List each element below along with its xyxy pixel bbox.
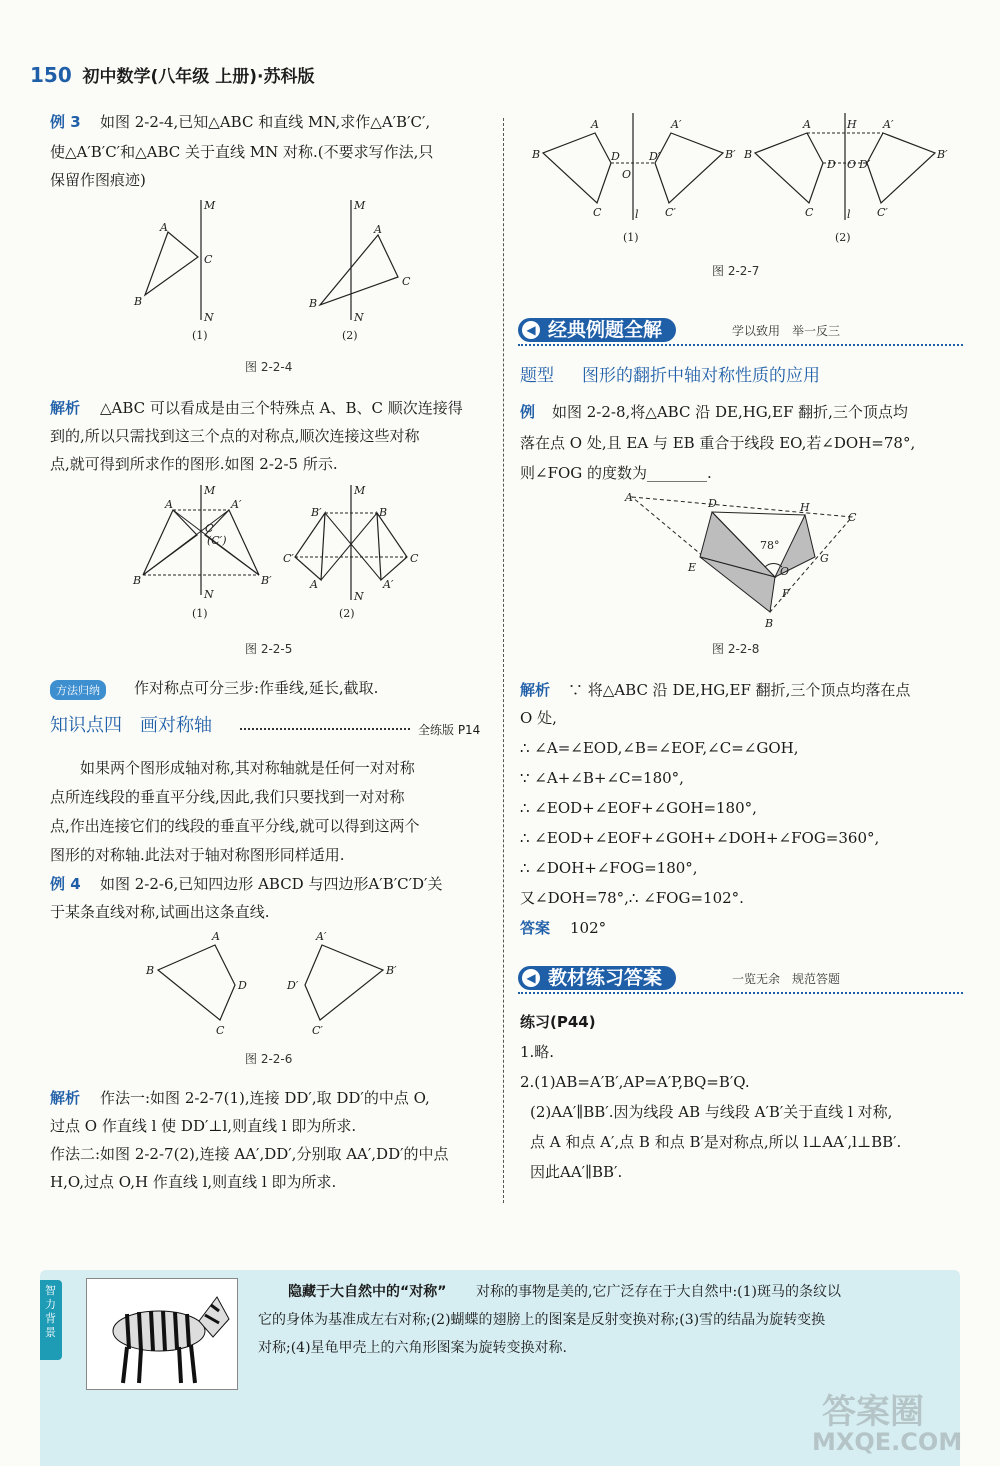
fig-label: D′ — [859, 158, 871, 171]
topic-label: 题型 — [520, 366, 554, 386]
banner-subtitle: 学以致用 举一反三 — [732, 324, 841, 338]
banner-title: 教材练习答案 — [548, 967, 663, 989]
fig-label: A′ — [883, 118, 894, 131]
solution-line: ∴ ∠DOH+∠FOG=180°, — [520, 859, 698, 877]
fig-label: B′ — [937, 148, 948, 161]
fig-label: D — [238, 979, 247, 992]
practice-line: 1.略. — [520, 1043, 555, 1061]
solution-line: △ABC 可以看成是由三个特殊点 A、B、C 顺次连接得 — [100, 399, 463, 417]
fig-label: A — [591, 118, 599, 131]
fig-label: B — [744, 148, 753, 161]
topic-title: 图形的翻折中轴对称性质的应用 — [582, 366, 820, 386]
fig-label: O — [780, 565, 790, 578]
example-3-line: 保留作图痕迹) — [50, 171, 146, 189]
fig-label: O — [847, 158, 857, 171]
watermark-logo: 答案圈 — [822, 1392, 924, 1432]
figure-2-2-8 — [620, 487, 865, 637]
footer-title: 隐藏于大自然中的“对称” — [288, 1284, 447, 1300]
figure-caption: 图 2-2-8 — [712, 642, 760, 656]
page-header — [30, 62, 314, 87]
megaphone-icon: ◀ — [522, 969, 540, 987]
fig-label: A — [803, 118, 811, 131]
figure-caption: 图 2-2-6 — [245, 1052, 293, 1066]
fig-label: G — [820, 552, 829, 565]
fig-label: B — [765, 617, 774, 630]
banner-subtitle: 一览无余 规范答题 — [732, 972, 841, 986]
answer-label: 答案 — [520, 919, 551, 937]
fig-label: (1) — [192, 329, 208, 342]
solution-line: ∴ ∠EOD+∠EOF+∠GOH=180°, — [520, 799, 757, 817]
solution-line: O 处, — [520, 709, 557, 727]
figure-2-2-5 — [125, 480, 425, 625]
fig-label: D — [827, 158, 836, 171]
fig-label: C′ — [877, 206, 888, 219]
fig-label: C — [402, 275, 411, 288]
figure-caption: 图 2-2-5 — [245, 642, 293, 656]
fig-label: C′ — [283, 552, 294, 565]
practice-line: 因此AA′∥BB′. — [530, 1163, 623, 1181]
fig-label: B — [532, 148, 541, 161]
banner-title-pill — [518, 318, 676, 342]
fig-label: F — [782, 587, 790, 600]
fig-label: B — [134, 295, 143, 308]
banner-textbook-answers — [518, 966, 963, 994]
footer-side-tab-label: 智力背景 — [45, 1284, 56, 1339]
practice-line: (2)AA′∥BB′.因为线段 AB 与线段 A′B′关于直线 l 对称, — [530, 1103, 893, 1121]
fig-label: M — [204, 199, 216, 212]
practice-line: 2.(1)AB=A′B′,AP=A′P,BQ=B′Q. — [520, 1073, 750, 1091]
example-4-label: 例 4 — [50, 875, 81, 893]
solution-line: 到的,所以只需找到这三个点的对称点,顺次连接这些对称 — [50, 427, 420, 445]
fig-label: C — [593, 206, 602, 219]
book-title: 初中数学(八年级 上册)·苏科版 — [82, 67, 315, 87]
footer-line: 对称的事物是美的,它广泛存在于大自然中:(1)斑马的条纹以 — [476, 1284, 841, 1300]
fig-label: A — [165, 498, 173, 511]
solution-line: ∴ ∠EOD+∠EOF+∠GOH+∠DOH+∠FOG=360°, — [520, 829, 880, 847]
section-title: 知识点四 画对称轴 — [50, 715, 212, 736]
solution-line: 过点 O 作直线 l 使 DD′⊥l,则直线 l 即为所求. — [50, 1117, 357, 1135]
fig-label: D′ — [649, 150, 661, 163]
solution-line: 作法一:如图 2-2-7(1),连接 DD′,取 DD′的中点 O, — [100, 1089, 430, 1107]
solution-line: ∴ ∠A=∠EOD,∠B=∠EOF,∠C=∠GOH, — [520, 739, 799, 757]
leader-dots — [240, 728, 410, 730]
example-line: 落在点 O 处,且 EA 与 EB 重合于线段 EO,若∠DOH=78°, — [520, 434, 916, 452]
zebra-image — [86, 1278, 238, 1390]
solution-label: 解析 — [50, 399, 81, 417]
banner-title-pill — [518, 966, 676, 990]
fig-label: (2) — [342, 329, 358, 342]
fig-label: A′ — [316, 930, 327, 943]
fig-label: D — [611, 150, 620, 163]
fig-label: H — [847, 118, 857, 131]
fig-label: (2) — [339, 607, 355, 620]
fig-label: A′ — [671, 118, 682, 131]
solution-label: 解析 — [520, 681, 551, 699]
fig-label: A — [212, 930, 220, 943]
footer-line: 它的身体为基准成左右对称;(2)蝴蝶的翅膀上的图案是反射变换对称;(3)雪的结晶为旋转变换 — [258, 1312, 826, 1328]
example-3-line: 如图 2-2-4,已知△ABC 和直线 MN,求作△A′B′C′, — [100, 113, 431, 131]
zebra-icon — [87, 1279, 237, 1389]
fig-label: (2) — [835, 231, 851, 244]
paragraph-line: 如果两个图形成轴对称,其对称轴就是任何一对对称 — [80, 759, 415, 777]
paragraph-line: 点,作出连接它们的线段的垂直平分线,就可以得到这两个 — [50, 817, 420, 835]
solution-line: ∵ 将△ABC 沿 DE,HG,EF 翻折,三个顶点均落在点 — [568, 681, 911, 699]
fig-label: l — [635, 208, 639, 221]
fig-label: A — [310, 578, 318, 591]
fig-label: M — [204, 484, 216, 497]
fig-label: A′ — [231, 498, 242, 511]
fig-label: C — [204, 253, 213, 266]
fig-label: (C′) — [207, 534, 227, 547]
solution-line: 作法二:如图 2-2-7(2),连接 AA′,DD′,分别取 AA′,DD′的中点 — [50, 1145, 449, 1163]
figure-caption: 图 2-2-7 — [712, 264, 760, 278]
fig-label: C — [205, 522, 214, 535]
fig-label: B — [146, 964, 155, 977]
fig-label: M — [354, 484, 366, 497]
answer-value: 102° — [570, 919, 607, 937]
fig-label: B′ — [386, 964, 397, 977]
fig-label: H — [800, 501, 810, 514]
solution-line: H,O,过点 O,H 作直线 l,则直线 l 即为所求. — [50, 1173, 337, 1191]
example-4-line: 于某条直线对称,试画出这条直线. — [50, 903, 270, 921]
column-divider — [503, 118, 504, 1203]
section-ref: 全练版 P14 — [418, 723, 481, 737]
banner-title: 经典例题全解 — [548, 319, 663, 341]
fig-label: B — [133, 574, 142, 587]
practice-title: 练习(P44) — [520, 1013, 596, 1031]
solution-line: 点,就可得到所求作的图形.如图 2-2-5 所示. — [50, 455, 338, 473]
fig-label: (1) — [192, 607, 208, 620]
paragraph-line: 图形的对称轴.此法对于轴对称图形同样适用. — [50, 846, 345, 864]
solution-line: ∵ ∠A+∠B+∠C=180°, — [520, 769, 684, 787]
fig-label: B′ — [725, 148, 736, 161]
fig-label: D′ — [287, 979, 299, 992]
fig-label: O — [622, 168, 632, 181]
fig-label: C — [410, 552, 419, 565]
banner-classic-examples — [518, 318, 963, 346]
fig-label: E — [688, 561, 697, 574]
footer-line: 对称;(4)星龟甲壳上的六角形图案为旋转变换对称. — [258, 1340, 567, 1356]
fig-label: A — [160, 221, 168, 234]
figure-caption: 图 2-2-4 — [245, 360, 293, 374]
fig-label: B — [309, 297, 318, 310]
fig-label: D — [708, 497, 717, 510]
fig-label: B — [379, 506, 388, 519]
paragraph-line: 点所连线段的垂直平分线,因此,我们只要找到一对对称 — [50, 788, 405, 806]
fig-label: l — [847, 208, 851, 221]
example-3-line: 使△A′B′C′和△ABC 关于直线 MN 对称.(不要求写作法,只 — [50, 143, 434, 161]
fig-label: C′ — [312, 1024, 323, 1037]
solution-line: 又∠DOH=78°,∴ ∠FOG=102°. — [520, 889, 744, 907]
fig-label: C — [848, 511, 857, 524]
fig-label: A — [625, 491, 633, 504]
fig-label: B′ — [311, 506, 322, 519]
fig-label: N — [354, 311, 364, 324]
fig-label: 78° — [760, 539, 780, 552]
fig-label: (1) — [623, 231, 639, 244]
fig-label: A′ — [383, 578, 394, 591]
fig-label: B′ — [261, 574, 272, 587]
figure-2-2-4 — [120, 195, 440, 350]
fig-label: N — [204, 588, 214, 601]
page-number: 150 — [30, 63, 72, 87]
practice-line: 点 A 和点 A′,点 B 和点 B′是对称点,所以 l⊥AA′,l⊥BB′. — [530, 1133, 902, 1151]
fig-label: A — [374, 223, 382, 236]
example-line: 则∠FOG 的度数为________. — [520, 464, 712, 482]
method-badge: 方法归纳 — [50, 680, 106, 700]
example-4-line: 如图 2-2-6,已知四边形 ABCD 与四边形A′B′C′D′关 — [100, 875, 443, 893]
example-label: 例 — [520, 403, 536, 421]
solution-label: 解析 — [50, 1089, 81, 1107]
example-3-label: 例 3 — [50, 113, 81, 131]
fig-label: N — [204, 311, 214, 324]
watermark-url: MXQE.COM — [812, 1428, 963, 1456]
megaphone-icon: ◀ — [522, 321, 540, 339]
method-text: 作对称点可分三步:作垂线,延长,截取. — [134, 679, 379, 697]
fig-label: C — [805, 206, 814, 219]
figure-2-2-7 — [525, 108, 965, 253]
fig-label: N — [354, 590, 364, 603]
example-line: 如图 2-2-8,将△ABC 沿 DE,HG,EF 翻折,三个顶点均 — [552, 403, 908, 421]
fig-label: C′ — [665, 206, 676, 219]
fig-label: M — [354, 199, 366, 212]
fig-label: C — [216, 1024, 225, 1037]
figure-2-2-6 — [140, 925, 410, 1040]
